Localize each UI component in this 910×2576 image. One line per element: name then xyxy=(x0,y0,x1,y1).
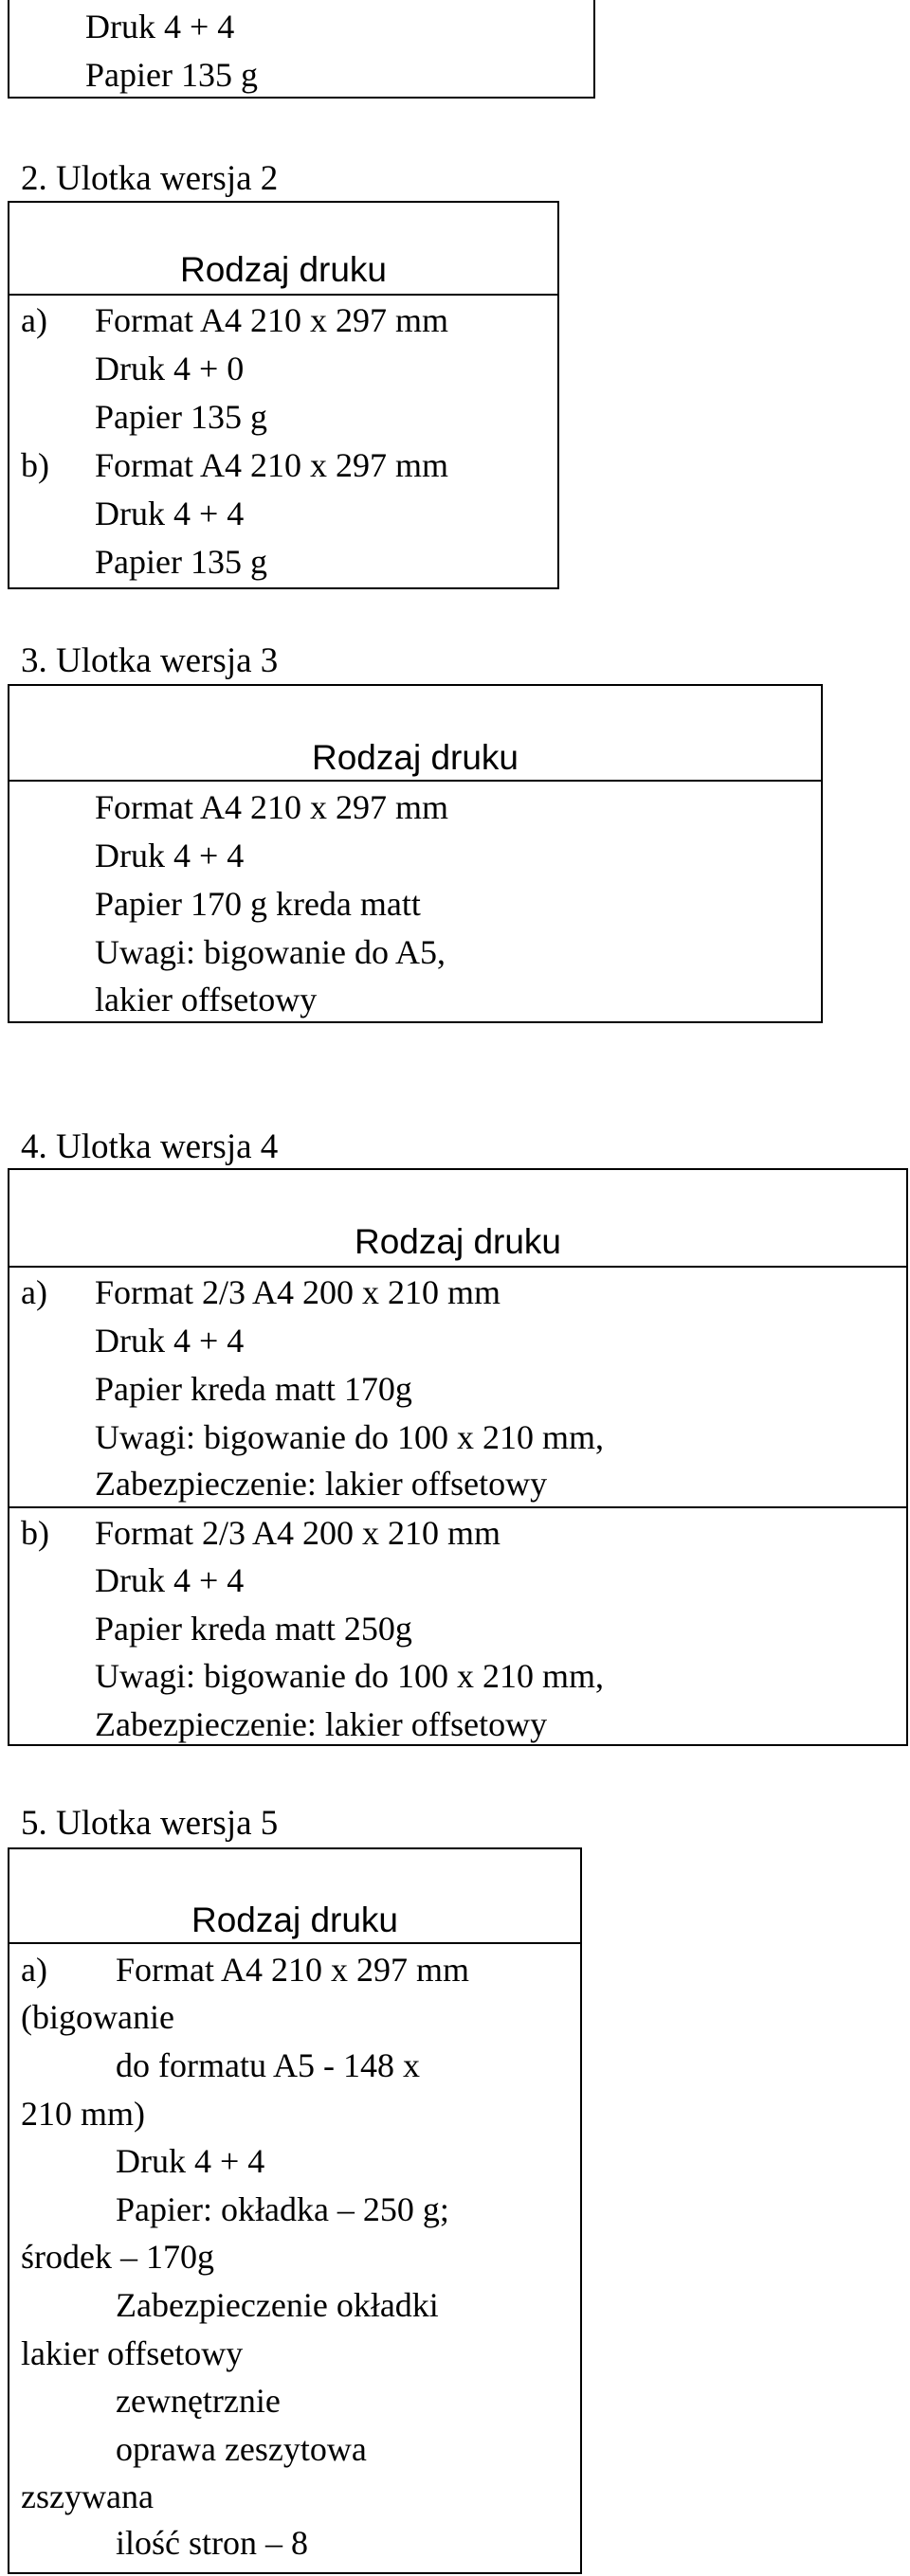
table-cell-line: ilość stron – 8 xyxy=(116,2524,308,2562)
table-cell-line: Format A4 210 x 297 mm xyxy=(95,446,449,484)
table-cell-line: Papier 170 g kreda matt xyxy=(95,885,421,923)
table-cell-line: Papier 135 g xyxy=(95,398,267,436)
table-cell-line: środek – 170g xyxy=(21,2238,214,2276)
table-header: Rodzaj druku xyxy=(354,1222,561,1261)
section-title: 5. Ulotka wersja 5 xyxy=(21,1804,279,1843)
item-marker: a) xyxy=(21,1273,47,1311)
table-cell-line: Druk 4 + 4 xyxy=(95,495,245,532)
item-marker: b) xyxy=(21,1514,49,1552)
table-cell-line: 210 mm) xyxy=(21,2095,145,2133)
item-marker: a) xyxy=(21,301,47,339)
item-marker: b) xyxy=(21,446,49,484)
table-cell-line: zewnętrznie xyxy=(116,2382,281,2420)
table-cell-line: Zabezpieczenie: lakier offsetowy xyxy=(95,1465,548,1503)
section-title: 4. Ulotka wersja 4 xyxy=(21,1127,279,1166)
table-cell-line: Papier: okładka – 250 g; xyxy=(116,2190,449,2228)
table-cell-line: Papier 135 g xyxy=(95,543,267,581)
table-header: Rodzaj druku xyxy=(191,1900,398,1939)
table-cell-line: oprawa zeszytowa xyxy=(116,2430,367,2468)
table-cell-line: Zabezpieczenie: lakier offsetowy xyxy=(95,1705,548,1743)
table-cell-line: Format 2/3 A4 200 x 210 mm xyxy=(95,1514,501,1552)
section-title: 2. Ulotka wersja 2 xyxy=(21,159,279,198)
table-cell-line: Format A4 210 x 297 mm xyxy=(95,301,449,339)
table-cell-line: Format A4 210 x 297 mm xyxy=(116,1951,470,1989)
table-divider xyxy=(8,1942,582,1944)
table-cell-line: Druk 4 + 4 xyxy=(95,1561,245,1599)
table-cell-line: Uwagi: bigowanie do 100 x 210 mm, xyxy=(95,1657,604,1695)
table-divider xyxy=(8,780,823,782)
table-header: Rodzaj druku xyxy=(311,738,519,777)
table-cell-line: (bigowanie xyxy=(21,1998,174,2036)
table-cell-line: Druk 4 + 4 xyxy=(95,1322,245,1360)
table-cell-line: Druk 4 + 4 xyxy=(85,8,235,45)
table-cell-line: lakier offsetowy xyxy=(95,981,318,1018)
table-cell-line: Format A4 210 x 297 mm xyxy=(95,788,449,826)
table-cell-line: Format 2/3 A4 200 x 210 mm xyxy=(95,1273,501,1311)
table-cell-line: zszywana xyxy=(21,2477,154,2515)
table-cell-line: Papier 135 g xyxy=(85,56,258,94)
item-marker: a) xyxy=(21,1951,47,1989)
table-header: Rodzaj druku xyxy=(179,250,387,289)
table-cell-line: Papier kreda matt 250g xyxy=(95,1610,412,1648)
table-cell-line: lakier offsetowy xyxy=(21,2334,244,2372)
table-cell-line: Papier kreda matt 170g xyxy=(95,1370,412,1408)
table-cell-line: Zabezpieczenie okładki xyxy=(116,2286,439,2324)
section-title: 3. Ulotka wersja 3 xyxy=(21,641,279,680)
table-cell-line: Druk 4 + 4 xyxy=(116,2142,265,2180)
table-cell-line: Uwagi: bigowanie do A5, xyxy=(95,933,446,971)
table-cell-line: Druk 4 + 4 xyxy=(95,837,245,874)
table-cell-line: Uwagi: bigowanie do 100 x 210 mm, xyxy=(95,1418,604,1456)
table-cell-line: Druk 4 + 0 xyxy=(95,350,245,387)
table-cell-line: do formatu A5 - 148 x xyxy=(116,2046,420,2084)
